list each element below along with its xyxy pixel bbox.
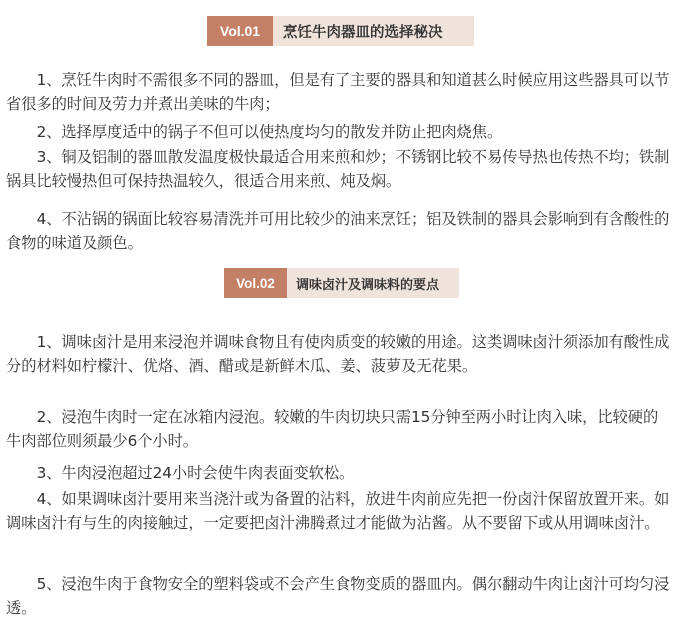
section-number-badge: Vol.01 [207, 16, 273, 46]
paragraph: 2、选择厚度适中的锅子不但可以使热度均匀的散发并防止把肉烧焦。 [36, 123, 503, 141]
paragraph: 1、烹饪牛肉时不需很多不同的器皿，但是有了主要的器具和知道甚么时候应用这些器具可以节省很多的时间及劳力并煮出美味的牛肉； [6, 71, 670, 113]
paragraph: 1、调味卤汁是用来浸泡并调味食物且有使肉质变的较嫩的用途。这类调味卤汁须添加有酸性成分的材料如柠檬汁、优烙、酒、醋或是新鲜木瓜、姜、菠萝及无花果。 [6, 333, 670, 375]
paragraph: 4、如果调味卤汁要用来当浇汁或为备置的沾料，放进牛肉前应先把一份卤汁保留放置开来。如调味卤汁有与生的肉接触过，一定要把卤汁沸腾煮过才能做为沾酱。从不要留下或从用调味卤汁。 [6, 490, 670, 532]
paragraph: 5、浸泡牛肉于食物安全的塑料袋或不会产生食物变质的器皿内。偶尔翻动牛肉让卤汁可均匀浸透。 [6, 575, 670, 617]
section-header-vol02 [224, 268, 459, 298]
paragraph: 3、铜及铝制的器皿散发温度极快最适合用来煎和炒；不锈钢比较不易传导热也传热不均；铁制锅具比较慢热但可保持热温较久，很适合用来煎、炖及焖。 [6, 148, 670, 190]
section-title: 调味卤汁及调味料的要点 [287, 268, 459, 298]
section-number-badge: Vol.02 [224, 268, 287, 298]
paragraph: 4、不沾锅的锅面比较容易清洗并可用比较少的油来烹饪；铝及铁制的器具会影响到有含酸性的食物的味道及颜色。 [6, 210, 670, 252]
paragraph: 2、浸泡牛肉时一定在冰箱内浸泡。较嫩的牛肉切块只需15分钟至两小时让肉入味，比较硬的牛肉部位则须最少6个小时。 [6, 408, 659, 450]
section-title: 烹饪牛肉器皿的选择秘决 [273, 16, 474, 46]
paragraph: 3、牛肉浸泡超过24小时会使牛肉表面变软松。 [36, 464, 355, 482]
section-header-vol01 [207, 16, 474, 46]
